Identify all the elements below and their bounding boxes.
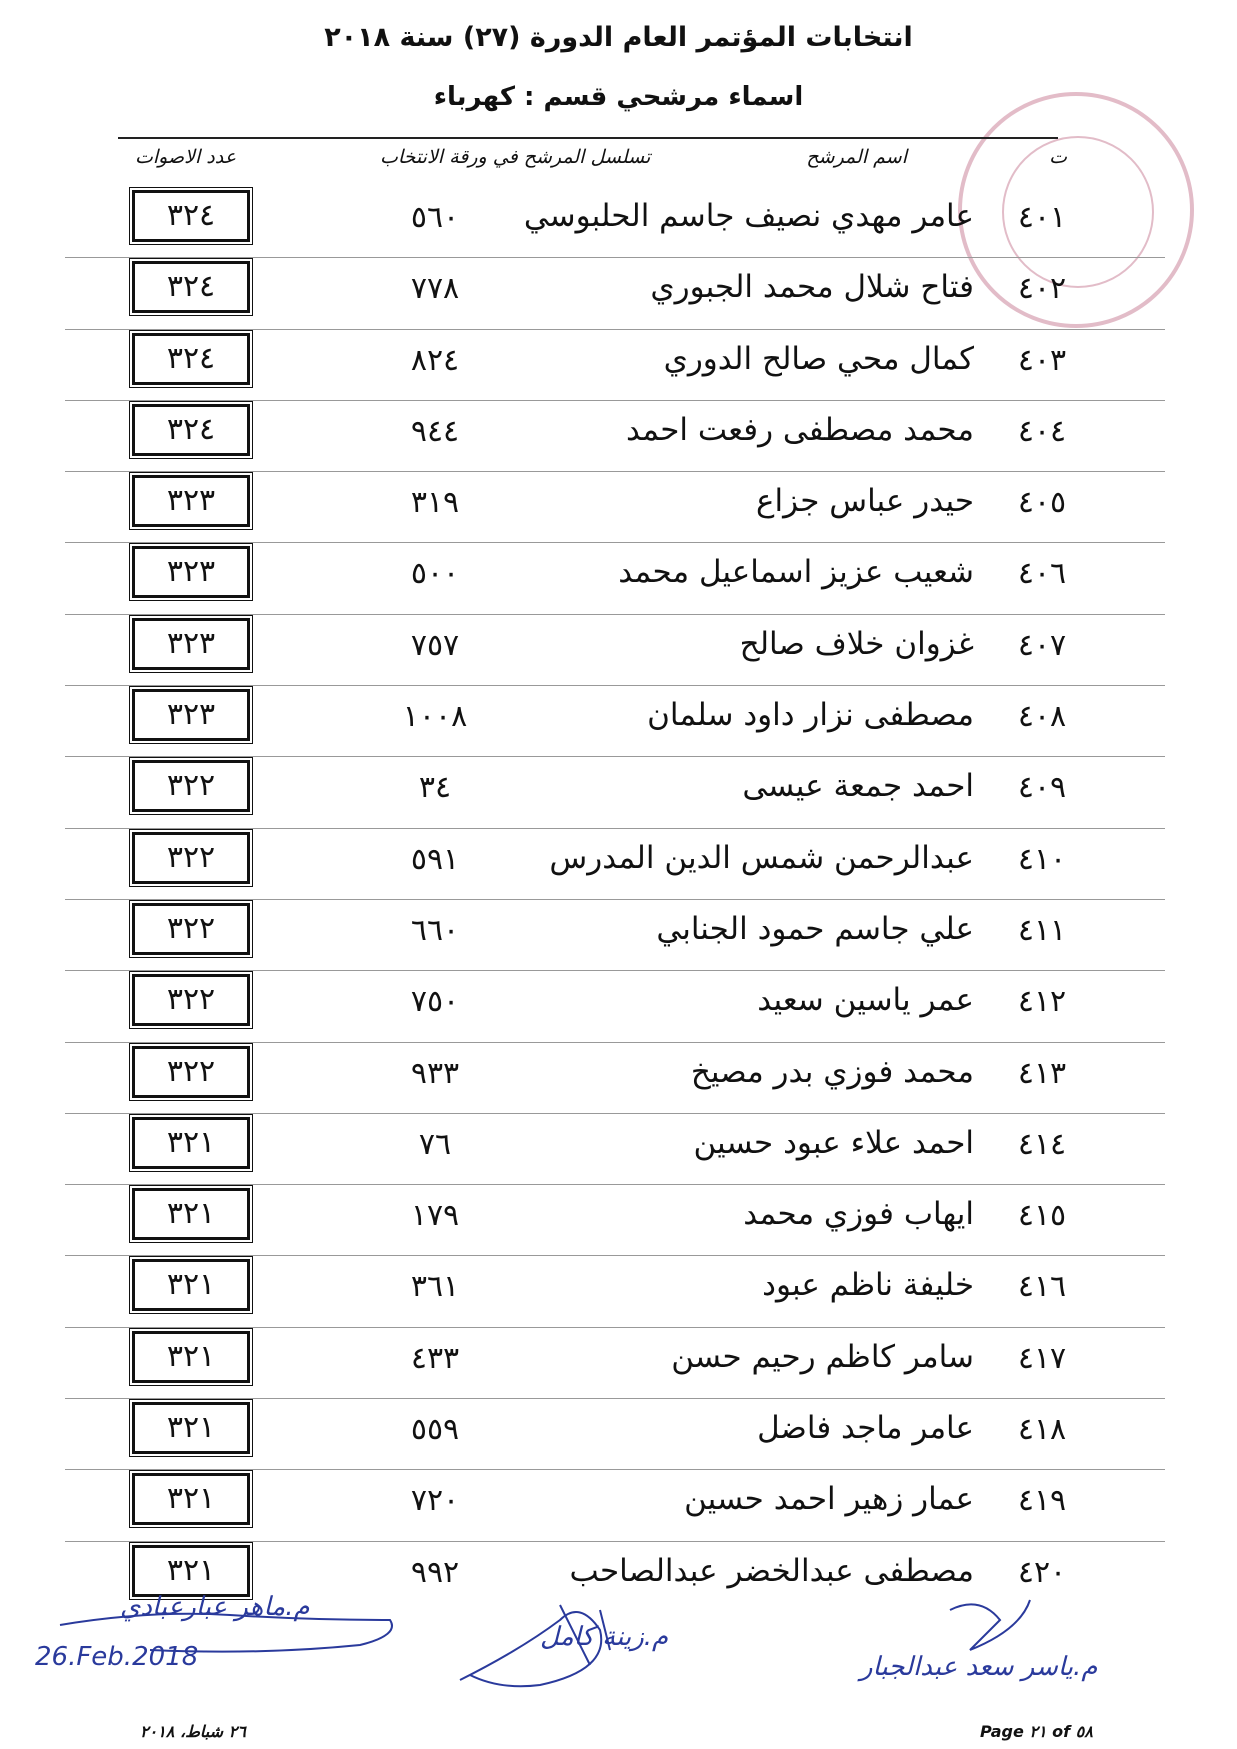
row-number: ٤١٦ bbox=[1017, 1269, 1067, 1305]
table-row bbox=[0, 685, 1237, 756]
row-divider bbox=[65, 542, 1165, 543]
row-divider bbox=[65, 1255, 1165, 1256]
row-divider bbox=[65, 614, 1165, 615]
row-divider bbox=[65, 1042, 1165, 1043]
votes-count: ٣٢٤ bbox=[132, 333, 250, 385]
ballot-sequence: ٤٣٣ bbox=[410, 1340, 460, 1376]
ballot-sequence: ١٠٠٨ bbox=[402, 699, 468, 735]
candidate-name: مصطفى عبدالخضر عبدالصاحب bbox=[569, 1552, 974, 1589]
votes-count: ٣٢٣ bbox=[132, 618, 250, 670]
row-number: ٤٠٦ bbox=[1017, 556, 1067, 592]
signature-right-name: م.ياسر سعد عبدالجبار bbox=[860, 1652, 1098, 1682]
candidate-name: محمد فوزي بدر مصيخ bbox=[690, 1053, 974, 1090]
header-rule bbox=[118, 137, 1058, 139]
row-divider bbox=[65, 257, 1165, 258]
candidate-name: عامر ماجد فاضل bbox=[757, 1410, 974, 1447]
votes-count: ٣٢١ bbox=[132, 1545, 250, 1597]
row-divider bbox=[65, 1113, 1165, 1114]
signature-left-date: 26.Feb.2018 bbox=[35, 1642, 199, 1672]
votes-count: ٣٢١ bbox=[132, 1188, 250, 1240]
votes-count: ٣٢١ bbox=[132, 1331, 250, 1383]
signature-left-name: م.ماهر عبارعبادي bbox=[120, 1592, 310, 1622]
candidate-name: خليفة ناظم عبود bbox=[762, 1267, 974, 1304]
row-divider bbox=[65, 899, 1165, 900]
document-title: انتخابات المؤتمر العام الدورة (٢٧) سنة ٢٠١٨ bbox=[324, 22, 913, 53]
row-divider bbox=[65, 1398, 1165, 1399]
candidate-name: علي جاسم حمود الجنابي bbox=[656, 910, 974, 947]
votes-count: ٣٢١ bbox=[132, 1117, 250, 1169]
candidate-name: كمال محي صالح الدوري bbox=[663, 340, 974, 377]
row-number: ٤٠٣ bbox=[1017, 342, 1067, 378]
votes-count: ٣٢٢ bbox=[132, 832, 250, 884]
row-divider bbox=[65, 828, 1165, 829]
votes-count: ٣٢٢ bbox=[132, 760, 250, 812]
ballot-sequence: ١٧٩ bbox=[410, 1198, 460, 1234]
candidate-name: فتاح شلال محمد الجبوري bbox=[650, 269, 974, 306]
candidate-name: غزوان خلاف صالح bbox=[739, 625, 974, 662]
votes-count: ٣٢٢ bbox=[132, 974, 250, 1026]
votes-count: ٣٢١ bbox=[132, 1259, 250, 1311]
ballot-sequence: ٩٣٣ bbox=[410, 1055, 460, 1091]
candidate-name: مصطفى نزار داود سلمان bbox=[647, 697, 974, 734]
signatures-area bbox=[0, 1590, 1237, 1730]
row-divider bbox=[65, 329, 1165, 330]
row-number: ٤١٩ bbox=[1017, 1483, 1067, 1519]
candidate-name: احمد جمعة عيسى bbox=[742, 768, 974, 805]
candidate-name: شعيب عزيز اسماعيل محمد bbox=[618, 554, 974, 591]
table-row bbox=[0, 1113, 1237, 1184]
row-number: ٤٠٢ bbox=[1017, 271, 1067, 307]
ballot-sequence: ٦٦٠ bbox=[410, 912, 460, 948]
ballot-sequence: ٥٩١ bbox=[410, 841, 460, 877]
votes-count: ٣٢٢ bbox=[132, 903, 250, 955]
row-number: ٤٠١ bbox=[1017, 200, 1067, 235]
document-subtitle: اسماء مرشحي قسم : كهرباء bbox=[433, 82, 804, 112]
ballot-sequence: ٩٩٢ bbox=[410, 1554, 460, 1590]
ballot-sequence: ٩٤٤ bbox=[410, 413, 460, 449]
header-ballot-order: تسلسل المرشح في ورقة الانتخاب bbox=[380, 146, 651, 168]
ballot-sequence: ٧٦ bbox=[418, 1126, 452, 1162]
ballot-sequence: ٥٠٠ bbox=[410, 556, 460, 592]
row-number: ٤٠٧ bbox=[1017, 627, 1067, 663]
header-votes: عدد الاصوات bbox=[135, 146, 237, 168]
row-number: ٤١٧ bbox=[1017, 1340, 1067, 1376]
table-row bbox=[0, 614, 1237, 685]
row-number: ٤١٨ bbox=[1017, 1412, 1067, 1448]
table-row bbox=[0, 1042, 1237, 1113]
row-number: ٤٠٥ bbox=[1017, 485, 1067, 521]
row-number: ٤٠٩ bbox=[1017, 770, 1067, 806]
votes-count: ٣٢١ bbox=[132, 1402, 250, 1454]
row-divider bbox=[65, 400, 1165, 401]
table-row bbox=[0, 1398, 1237, 1469]
ballot-sequence: ٣٦١ bbox=[410, 1269, 460, 1305]
row-number: ٤٠٨ bbox=[1017, 699, 1067, 735]
ballot-sequence: ٥٦٠ bbox=[410, 200, 460, 235]
table-row bbox=[0, 400, 1237, 471]
table-row bbox=[0, 186, 1237, 257]
table-row bbox=[0, 828, 1237, 899]
header-seq-no: ت bbox=[1049, 146, 1067, 168]
ballot-sequence: ٣٤ bbox=[418, 770, 452, 806]
row-number: ٤١٤ bbox=[1017, 1126, 1067, 1162]
row-divider bbox=[65, 1184, 1165, 1185]
votes-count: ٣٢٣ bbox=[132, 475, 250, 527]
ballot-sequence: ٧٥٠ bbox=[410, 984, 460, 1020]
ballot-sequence: ٧٥٧ bbox=[410, 627, 460, 663]
candidates-table bbox=[0, 186, 1237, 1612]
header-name: اسم المرشح bbox=[806, 146, 907, 168]
row-number: ٤١٣ bbox=[1017, 1055, 1067, 1091]
row-number: ٤١٥ bbox=[1017, 1198, 1067, 1234]
footer-date: ٢٦ شباط، ٢٠١٨ bbox=[140, 1722, 246, 1741]
candidate-name: عمار زهير احمد حسين bbox=[684, 1481, 974, 1518]
votes-count: ٣٢٣ bbox=[132, 689, 250, 741]
votes-count: ٣٢٤ bbox=[132, 261, 250, 313]
candidate-name: سامر كاظم رحيم حسن bbox=[671, 1338, 974, 1375]
row-number: ٤٠٤ bbox=[1017, 413, 1067, 449]
ballot-sequence: ٣١٩ bbox=[410, 485, 460, 521]
row-number: ٤١١ bbox=[1017, 912, 1067, 948]
row-number: ٤١٢ bbox=[1017, 984, 1067, 1020]
votes-count: ٣٢٣ bbox=[132, 546, 250, 598]
ballot-sequence: ٧٧٨ bbox=[410, 271, 460, 307]
table-row bbox=[0, 542, 1237, 613]
table-row bbox=[0, 1327, 1237, 1398]
row-divider bbox=[65, 1541, 1165, 1542]
ballot-sequence: ٨٢٤ bbox=[410, 342, 460, 378]
table-row bbox=[0, 471, 1237, 542]
row-divider bbox=[65, 756, 1165, 757]
candidate-name: عبدالرحمن شمس الدين المدرس bbox=[549, 839, 974, 876]
row-number: ٤١٠ bbox=[1017, 841, 1067, 877]
ballot-sequence: ٧٢٠ bbox=[410, 1483, 460, 1519]
table-row bbox=[0, 329, 1237, 400]
votes-count: ٣٢٤ bbox=[132, 190, 250, 242]
candidate-name: حيدر عباس جزاع bbox=[756, 483, 974, 520]
row-divider bbox=[65, 471, 1165, 472]
table-row bbox=[0, 756, 1237, 827]
row-divider bbox=[65, 1327, 1165, 1328]
table-row bbox=[0, 899, 1237, 970]
ballot-sequence: ٥٥٩ bbox=[410, 1412, 460, 1448]
row-number: ٤٢٠ bbox=[1017, 1554, 1067, 1590]
votes-count: ٣٢٢ bbox=[132, 1046, 250, 1098]
row-divider bbox=[65, 685, 1165, 686]
votes-count: ٣٢١ bbox=[132, 1473, 250, 1525]
table-row bbox=[0, 1255, 1237, 1326]
table-row bbox=[0, 257, 1237, 328]
candidate-name: عمر ياسين سعيد bbox=[757, 982, 974, 1019]
candidate-name: ايهاب فوزي محمد bbox=[743, 1196, 974, 1233]
row-divider bbox=[65, 1469, 1165, 1470]
candidate-name: عامر مهدي نصيف جاسم الحلبوسي bbox=[523, 198, 974, 234]
signature-middle-name: م.زينة كامل bbox=[540, 1622, 669, 1652]
table-row bbox=[0, 1469, 1237, 1540]
candidate-name: محمد مصطفى رفعت احمد bbox=[626, 411, 974, 448]
table-row bbox=[0, 970, 1237, 1041]
footer-page-number: Page ٢١ of ٥٨ bbox=[980, 1722, 1093, 1741]
row-divider bbox=[65, 970, 1165, 971]
candidate-name: احمد علاء عبود حسين bbox=[693, 1124, 974, 1161]
table-row bbox=[0, 1184, 1237, 1255]
votes-count: ٣٢٤ bbox=[132, 404, 250, 456]
